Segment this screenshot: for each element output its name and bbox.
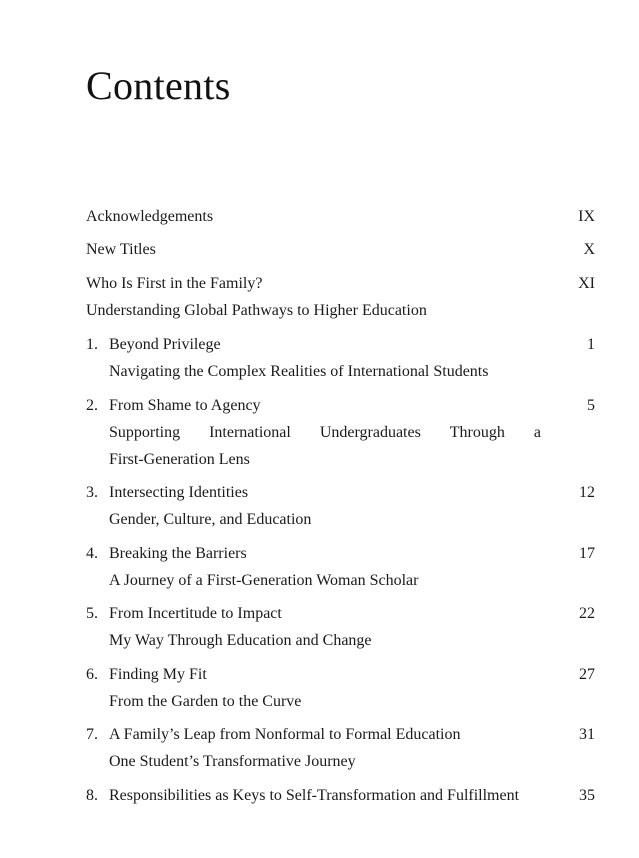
chapter-title[interactable]: Intersecting Identities bbox=[109, 484, 249, 501]
chapter-page: 35 bbox=[579, 787, 595, 804]
chapter-subtitle: One Student’s Transformative Journey bbox=[109, 753, 356, 770]
chapter-title[interactable]: Finding My Fit bbox=[109, 666, 207, 683]
subtitle-word: Through bbox=[449, 424, 505, 441]
chapter-page: 1 bbox=[587, 336, 595, 353]
chapter-page: 31 bbox=[579, 726, 595, 743]
chapter-number: 3. bbox=[86, 484, 98, 501]
chapter-page: 17 bbox=[579, 545, 595, 562]
chapter-page: 5 bbox=[587, 397, 595, 414]
chapter-title[interactable]: Beyond Privilege bbox=[109, 336, 221, 353]
chapter-number: 5. bbox=[86, 605, 98, 622]
chapter-subtitle: From the Garden to the Curve bbox=[109, 693, 302, 710]
chapter-page: 22 bbox=[579, 605, 595, 622]
subtitle-word: International bbox=[209, 424, 291, 441]
page-title: Contents bbox=[86, 63, 231, 108]
subtitle-word: Undergraduates bbox=[319, 424, 421, 441]
chapter-subtitle bbox=[109, 423, 541, 443]
chapter-page: 27 bbox=[579, 666, 595, 683]
chapter-subtitle: My Way Through Education and Change bbox=[109, 632, 372, 649]
chapter-number: 2. bbox=[86, 397, 98, 414]
chapter-subtitle: Navigating the Complex Realities of International Students bbox=[109, 363, 489, 380]
chapter-number: 1. bbox=[86, 336, 98, 353]
chapter-title[interactable]: From Incertitude to Impact bbox=[109, 605, 282, 622]
chapter-number: 4. bbox=[86, 545, 98, 562]
toc-entry-page: X bbox=[583, 241, 595, 258]
chapter-number: 6. bbox=[86, 666, 98, 683]
chapter-subtitle: Gender, Culture, and Education bbox=[109, 511, 312, 528]
toc-entry-title[interactable]: New Titles bbox=[86, 241, 156, 258]
toc-entry-page: XI bbox=[578, 275, 595, 292]
chapter-title[interactable]: Responsibilities as Keys to Self-Transformation and Fulfillment bbox=[109, 787, 520, 804]
chapter-subtitle-continued: First-Generation Lens bbox=[109, 451, 250, 468]
chapter-number: 7. bbox=[86, 726, 98, 743]
chapter-title[interactable]: A Family’s Leap from Nonformal to Formal Education bbox=[109, 726, 461, 743]
subtitle-word: Supporting bbox=[109, 424, 181, 441]
chapter-subtitle: A Journey of a First-Generation Woman Scholar bbox=[109, 572, 419, 589]
chapter-page: 12 bbox=[579, 484, 595, 501]
toc-entry-page: IX bbox=[578, 208, 595, 225]
toc-entry-title[interactable]: Acknowledgements bbox=[86, 208, 214, 225]
chapter-number: 8. bbox=[86, 787, 98, 804]
toc-entry-subtitle: Understanding Global Pathways to Higher Education bbox=[86, 302, 427, 319]
chapter-title[interactable]: From Shame to Agency bbox=[109, 397, 261, 414]
toc-entry-title[interactable]: Who Is First in the Family? bbox=[86, 275, 263, 292]
subtitle-word: a bbox=[533, 424, 541, 441]
chapter-title[interactable]: Breaking the Barriers bbox=[109, 545, 247, 562]
